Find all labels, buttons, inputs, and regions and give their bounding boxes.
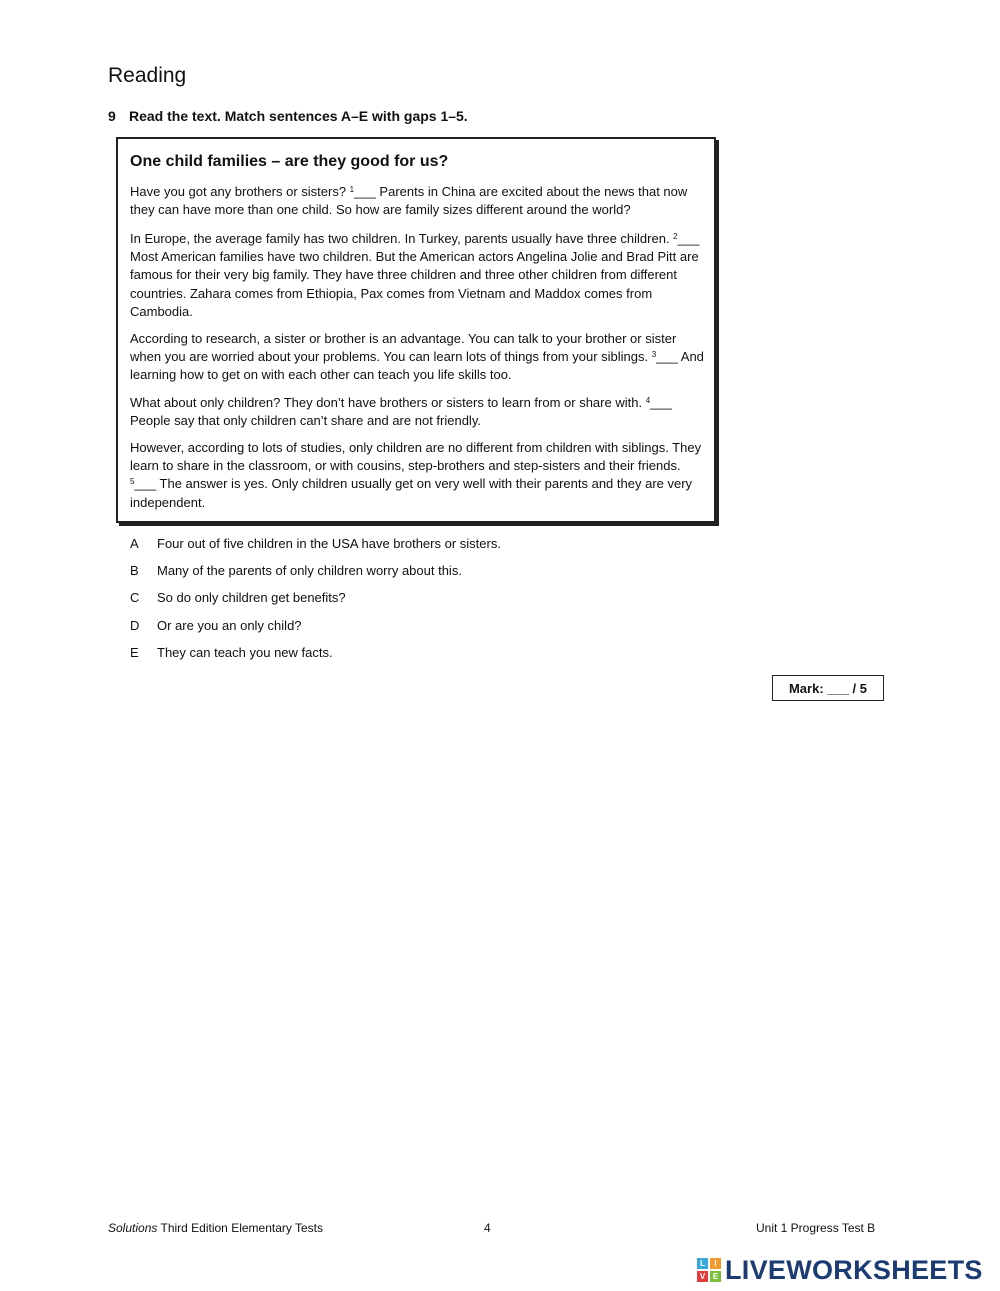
option-b — [130, 562, 501, 589]
option-letter: D — [130, 617, 140, 633]
paragraph-text: Have you got any brothers or sisters? — [130, 184, 350, 199]
task-number: 9 — [108, 108, 116, 124]
option-c — [130, 589, 501, 616]
logo-letter-e: E — [710, 1271, 721, 1282]
option-text: Many of the parents of only children worry about this. — [157, 563, 462, 579]
paragraph-text: ___ The answer is yes. Only children usually get on very well with their parents and they are very independent. — [130, 476, 693, 510]
paragraph-4 — [130, 394, 710, 430]
reading-text-box — [116, 137, 716, 523]
paragraph-text: However, according to lots of studies, only children are no different from children with siblings. They learn to share in the classroom, or with cousins, step-brothers and step-sisters and their friends. — [130, 440, 702, 474]
paragraph-5 — [130, 439, 710, 512]
paragraph-1 — [130, 183, 710, 219]
paragraph-text: What about only children? They don’t have brothers or sisters to learn from or share with. — [130, 395, 646, 410]
gap-number: 1 — [349, 185, 355, 194]
answer-options — [130, 535, 501, 671]
paragraph-text: In Europe, the average family has two children. In Turkey, parents usually have three children. — [130, 231, 674, 246]
gap-number: 3 — [651, 350, 657, 360]
paragraph-text: ___ Most American families have two children. But the American actors Angelina Jolie and Brad Pitt are famous for their very big family. They have three children and three other children from different countries. Zahara comes from Ethiopia, Pax comes from Vietnam and Maddox comes from Cambodia. — [130, 231, 700, 319]
option-letter: C — [130, 590, 140, 606]
footer-book-rest: Third Edition Elementary Tests — [157, 1221, 324, 1235]
paragraph-text: According to research, a sister or brother is an advantage. You can talk to your brother or sister when you are worried about your problems. You can learn lots of things from your siblings. — [130, 331, 677, 365]
logo-letter-l: L — [697, 1258, 708, 1269]
footer-test-name: Unit 1 Progress Test B — [756, 1221, 876, 1235]
footer-series-name: Solutions — [108, 1221, 158, 1235]
footer-book-title — [108, 1221, 323, 1235]
gap-number: 5 — [130, 477, 135, 487]
task-instruction — [108, 108, 468, 124]
reading-heading: One child families – are they good for us? — [130, 153, 449, 170]
paragraph-text: ___ People say that only children can’t share and are not friendly. — [130, 395, 672, 429]
option-text: Or are you an only child? — [157, 617, 302, 633]
task-instruction-text: Read the text. Match sentences A–E with gaps 1–5. — [129, 108, 468, 124]
option-e — [130, 644, 501, 671]
gap-number: 4 — [645, 396, 651, 405]
option-text: So do only children get benefits? — [157, 590, 346, 606]
paragraph-2 — [130, 230, 710, 321]
option-d — [130, 617, 501, 644]
paragraph-text: ___ Parents in China are excited about the news that now they can have more than one child. So how are family sizes different around the world? — [130, 184, 688, 218]
option-letter: E — [130, 644, 139, 660]
logo-letter-v: V — [697, 1271, 708, 1282]
section-title: Reading — [108, 64, 187, 87]
paragraph-text: ___ And learning how to get on with each other can teach you life skills too. — [130, 349, 704, 383]
liveworksheets-logo — [697, 1255, 983, 1285]
logo-mark-icon — [697, 1258, 721, 1282]
logo-wordmark: LIVEWORKSHEETS — [725, 1254, 983, 1285]
option-letter: B — [130, 563, 139, 579]
logo-letter-i: I — [710, 1258, 721, 1269]
page-number: 4 — [484, 1221, 491, 1235]
option-text: Four out of five children in the USA have brothers or sisters. — [157, 536, 501, 551]
option-text: They can teach you new facts. — [157, 644, 333, 660]
paragraph-3 — [130, 330, 710, 385]
option-a — [130, 535, 501, 562]
gap-number: 2 — [673, 232, 678, 241]
mark-box: Mark: ___ / 5 — [772, 675, 884, 701]
option-letter: A — [130, 536, 139, 551]
